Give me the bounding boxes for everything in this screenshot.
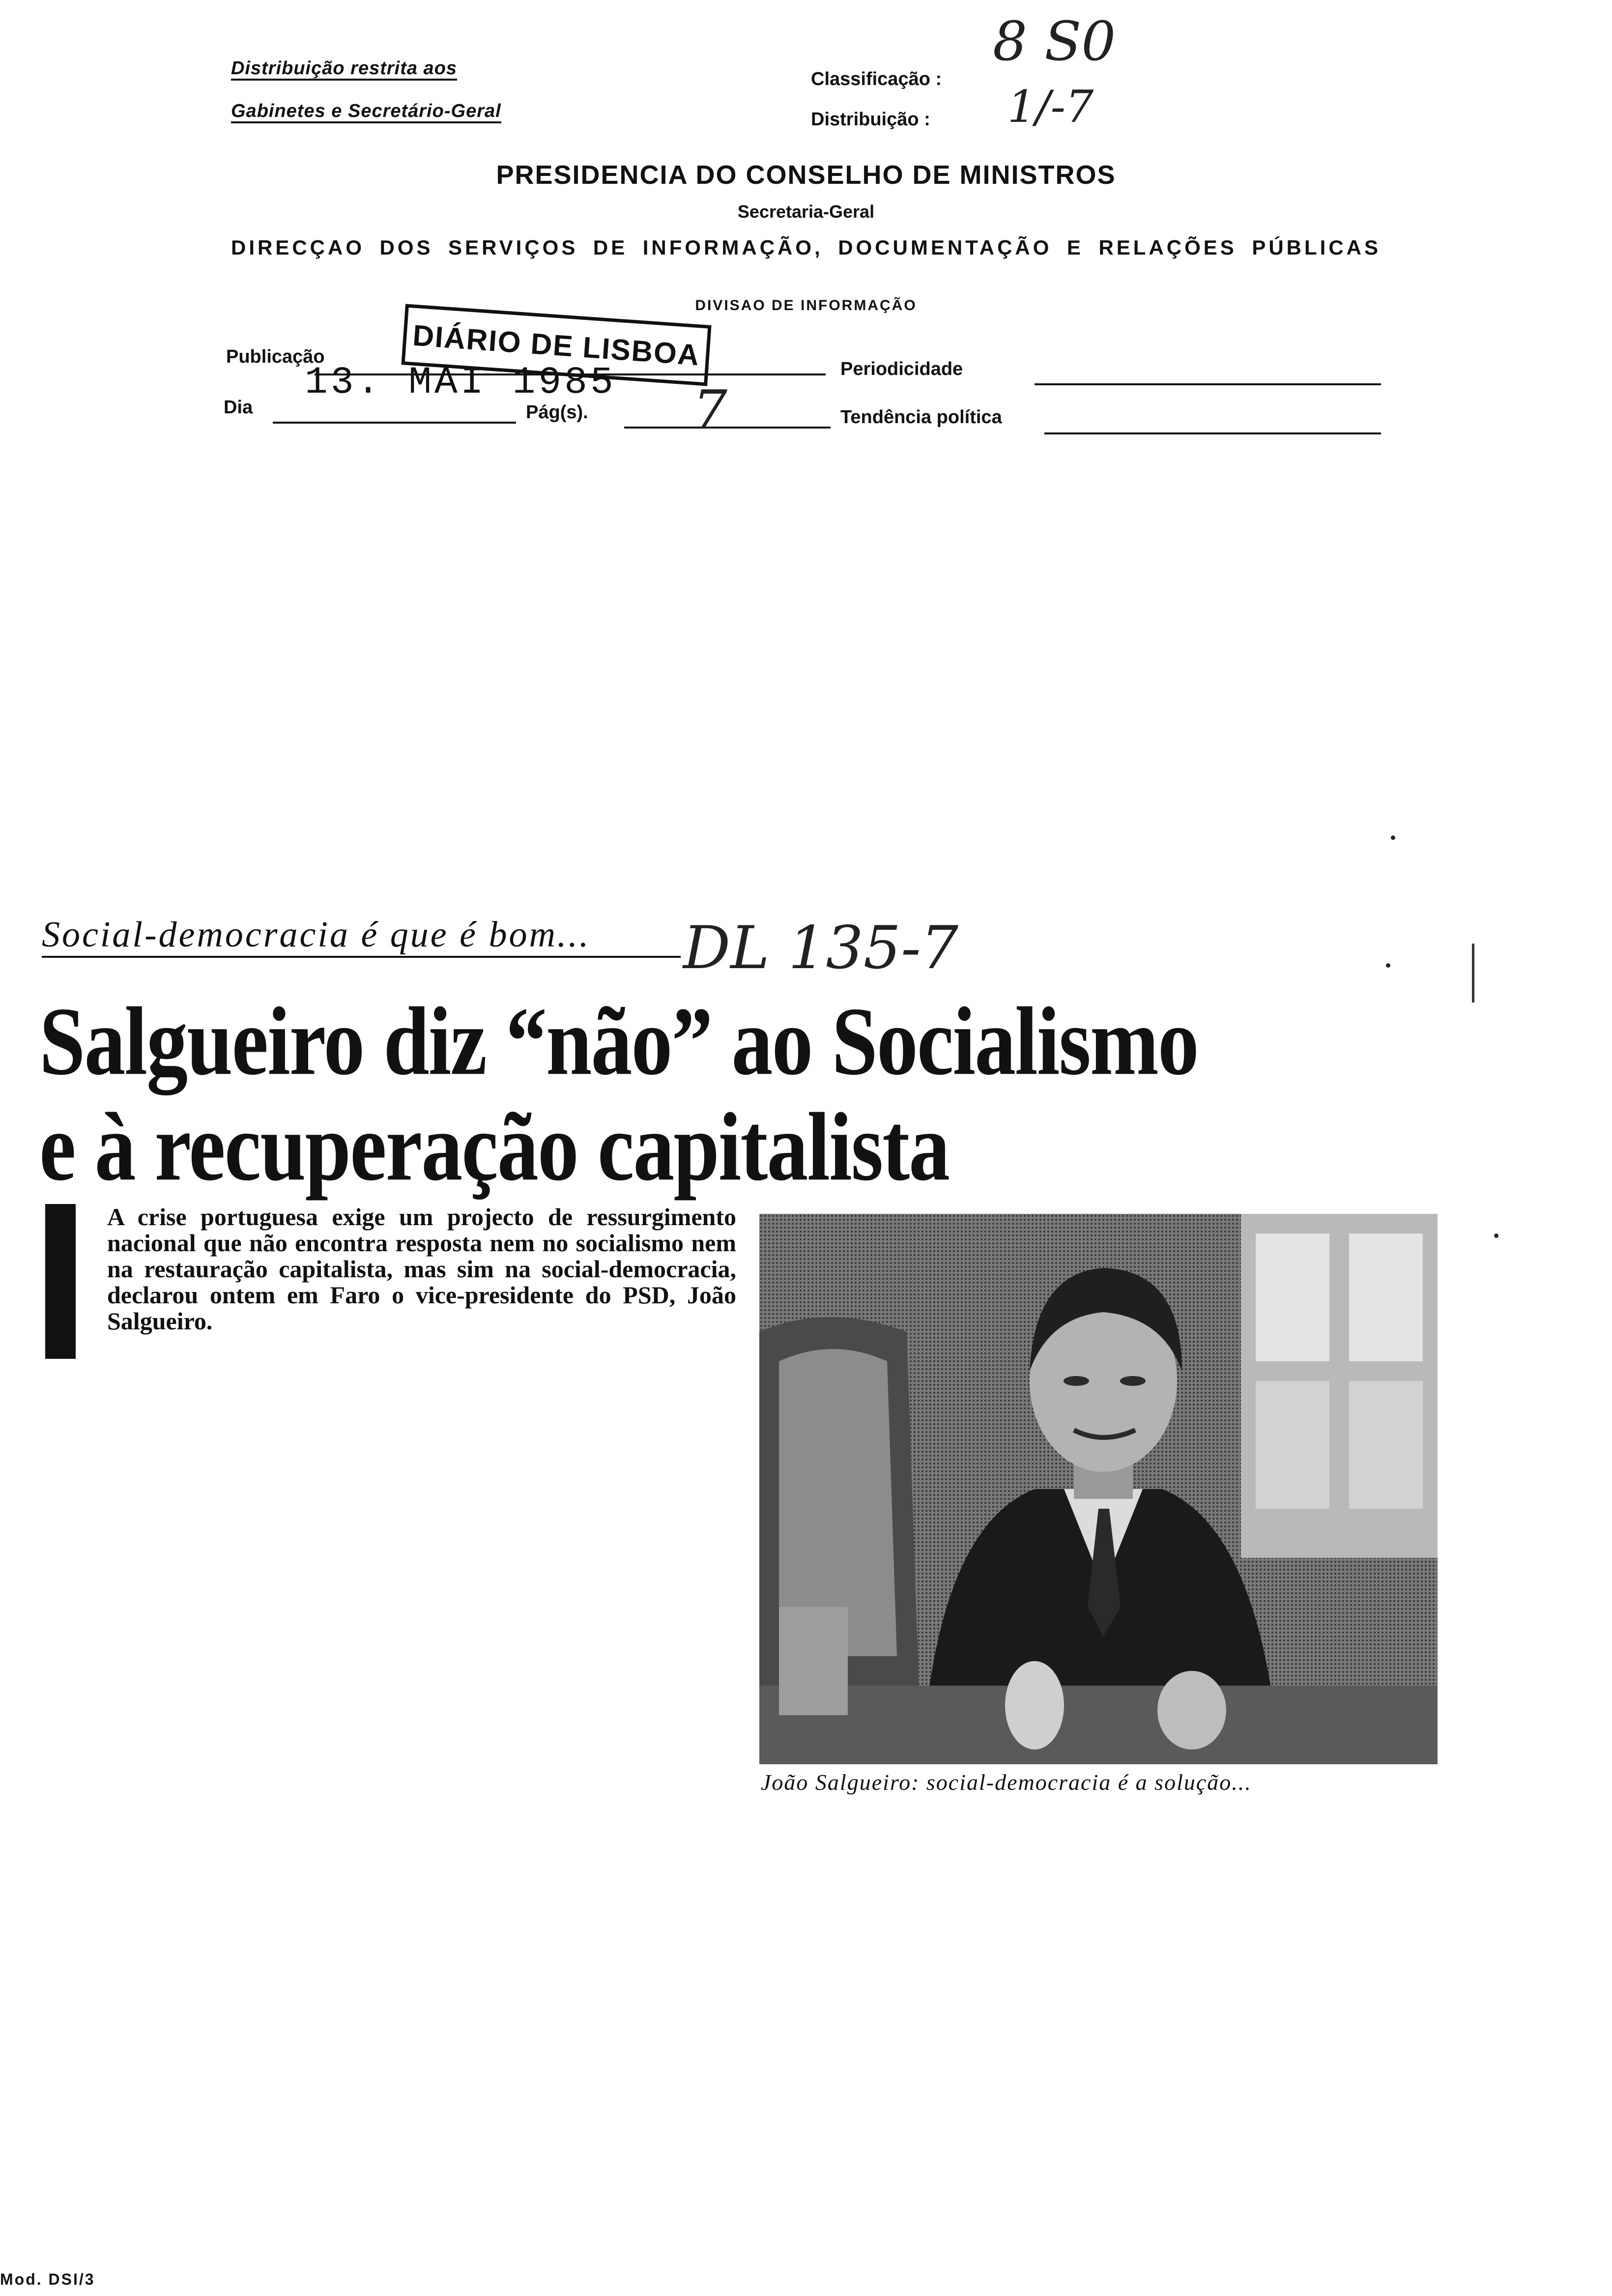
division-title: DIVISAO DE INFORMAÇÃO	[695, 297, 917, 314]
kicker-rule	[42, 956, 681, 958]
article-lead: A crise portuguesa exige um projecto de ressurgimento nacional que não encontra resposta nem no socialismo nem na restauração capitalista, mas sim na social-democracia, declarou ontem em Faro o vice-presidente do PSD, João Salgueiro.	[107, 1203, 736, 1335]
scan-speck	[1494, 1234, 1498, 1238]
scan-mark	[1472, 944, 1474, 1003]
tendency-label: Tendência política	[840, 407, 1002, 428]
publication-label: Publicação	[226, 346, 325, 367]
distribution-label: Distribuição :	[811, 109, 930, 130]
lead-marker-bar	[45, 1204, 76, 1359]
pages-label: Pág(s).	[526, 402, 588, 423]
scan-speck	[1391, 835, 1395, 840]
handwritten-code: DL 135-7	[683, 914, 958, 982]
date-stamp: 13. MAI 1985	[305, 361, 616, 404]
ministry-title: PRESIDENCIA DO CONSELHO DE MINISTROS	[496, 160, 1116, 190]
form-code: Mod. DSI/3	[0, 2270, 95, 2288]
article-kicker: Social-democracia é que é bom...	[42, 915, 591, 955]
article-photo	[759, 1214, 1438, 1764]
distribution-note-line1: Distribuição restrita aos	[231, 58, 457, 79]
distribution-handwritten: 1/-7	[1008, 81, 1094, 133]
classification-label: Classificação :	[811, 69, 942, 89]
tendency-underline	[1044, 432, 1381, 434]
scan-speck	[1386, 963, 1390, 968]
publication-stamp: DIÁRIO DE LISBOA	[401, 304, 711, 386]
headline-line1: Salgueiro diz “não” ao Socialismo	[39, 987, 1198, 1095]
pages-underline	[624, 427, 831, 429]
distribution-note-line2: Gabinetes e Secretário-Geral	[231, 101, 501, 122]
photo-caption: João Salgueiro: social-democracia é a solução...	[761, 1770, 1252, 1795]
secretariat-title: Secretaria-Geral	[737, 201, 875, 222]
day-underline	[273, 422, 516, 424]
headline-line2: e à recuperação capitalista	[39, 1093, 950, 1201]
periodicity-label: Periodicidade	[840, 359, 963, 379]
directorate-title: DIRECÇAO DOS SERVIÇOS DE INFORMAÇÃO, DOCUMENTAÇÃO E RELAÇÕES PÚBLICAS	[231, 236, 1381, 259]
classification-handwritten: 8 S0	[993, 10, 1116, 73]
photo-illustration	[759, 1214, 1438, 1764]
pages-handwritten: 7	[693, 378, 727, 441]
periodicity-underline	[1035, 383, 1381, 385]
day-label: Dia	[224, 397, 253, 418]
